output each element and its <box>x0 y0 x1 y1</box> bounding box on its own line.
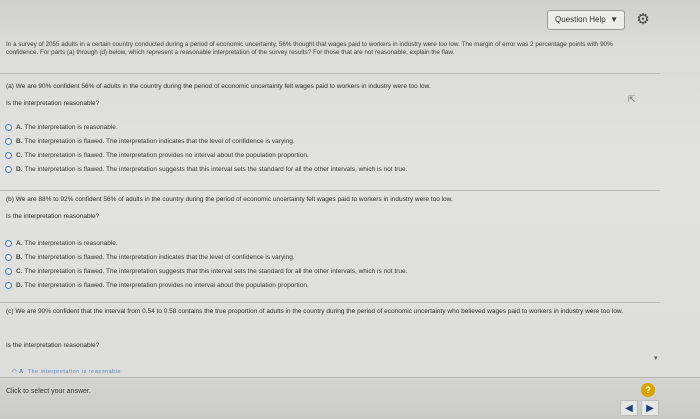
part-a-statement: (a) We are 90% confident 56% of adults in the country during the period of economic uncertainty felt wages paid to workers in industry were too low. <box>6 83 431 90</box>
part-c-option-a-partial[interactable]: ◠ A The interpretation is reasonable <box>12 369 122 375</box>
scroll-down-icon[interactable]: ▾ <box>654 355 658 362</box>
option-label: The interpretation is flawed. The interpretation suggests that this interval sets the standard for all the other intervals, which is not true. <box>24 166 408 173</box>
radio-icon[interactable] <box>5 240 12 247</box>
radio-icon[interactable] <box>5 282 12 289</box>
radio-icon[interactable] <box>5 268 12 275</box>
option-label: The interpretation is flawed. The interpretation suggests that this interval sets the standard for all the other intervals, which is not true. <box>24 268 408 275</box>
question-help-label: Question Help <box>555 15 606 24</box>
instruction-text: Click to select your answer. <box>6 388 91 395</box>
cursor-icon: ⇱ <box>628 94 636 104</box>
previous-button[interactable]: ◀ <box>620 400 638 416</box>
part-a-option-a[interactable]: A. The interpretation is reasonable. <box>5 122 118 134</box>
help-icon[interactable]: ? <box>641 383 655 397</box>
part-b-option-b[interactable]: B. The interpretation is flawed. The interpretation indicates that the level of confidence is varying. <box>5 252 295 264</box>
option-label: The interpretation is reasonable. <box>24 124 118 131</box>
footer-bar <box>0 377 700 419</box>
option-label: The interpretation is flawed. The interpretation provides no interval about the population proportion. <box>24 282 309 289</box>
option-label: The interpretation is flawed. The interpretation provides no interval about the population proportion. <box>24 152 309 159</box>
question-help-button[interactable] <box>547 10 625 30</box>
part-a-option-b[interactable]: B. The interpretation is flawed. The interpretation indicates that the level of confidence is varying. <box>5 136 295 148</box>
gear-icon[interactable]: ⚙ <box>636 11 650 28</box>
divider <box>0 73 660 74</box>
divider <box>0 302 660 303</box>
problem-intro: In a survey of 2055 adults in a certain country conducted during a period of economic uncertainty, 56% thought that wages paid to workers in industry were too low. The margin of error was 2 percentage points with 90% confidence. For parts (a) through (d) below, which represent a reasonable interpretation of the survey results? For those that are not reasonable, explain the flaw. <box>6 41 613 57</box>
option-label: The interpretation is flawed. The interpretation indicates that the level of confidence is varying. <box>24 138 295 145</box>
part-c-statement: (c) We are 90% confident that the interval from 0.54 to 0.58 contains the true proportion of adults in the country during the period of economic uncertainty who believed wages paid to workers in industry were too low. <box>6 308 624 315</box>
part-a-option-c[interactable]: C. The interpretation is flawed. The interpretation provides no interval about the population proportion. <box>5 150 309 162</box>
part-b-option-d[interactable]: D. The interpretation is flawed. The interpretation provides no interval about the population proportion. <box>5 280 309 292</box>
part-b-question: Is the interpretation reasonable? <box>6 213 100 220</box>
option-label: The interpretation is flawed. The interpretation indicates that the level of confidence is varying. <box>24 254 295 261</box>
option-label: The interpretation is reasonable. <box>24 240 118 247</box>
radio-icon[interactable] <box>5 124 12 131</box>
divider <box>0 190 660 191</box>
part-b-option-c[interactable]: C. The interpretation is flawed. The interpretation suggests that this interval sets the standard for all the other intervals, which is not true. <box>5 266 407 278</box>
radio-icon[interactable] <box>5 166 12 173</box>
next-button[interactable]: ▶ <box>641 400 659 416</box>
radio-icon[interactable] <box>5 152 12 159</box>
part-a-question: Is the interpretation reasonable? <box>6 100 100 107</box>
part-b-option-a[interactable]: A. The interpretation is reasonable. <box>5 238 118 250</box>
part-a-option-d[interactable]: D. The interpretation is flawed. The interpretation suggests that this interval sets the standard for all the other intervals, which is not true. <box>5 164 407 176</box>
part-c-question: Is the interpretation reasonable? <box>6 342 100 349</box>
radio-icon[interactable] <box>5 254 12 261</box>
chevron-down-icon: ▼ <box>610 15 618 24</box>
part-b-statement: (b) We are 88% to 92% confident 56% of adults in the country during the period of economic uncertainty felt wages paid to workers in industry were too low. <box>6 196 453 203</box>
radio-icon[interactable] <box>5 138 12 145</box>
toolbar <box>0 0 700 36</box>
